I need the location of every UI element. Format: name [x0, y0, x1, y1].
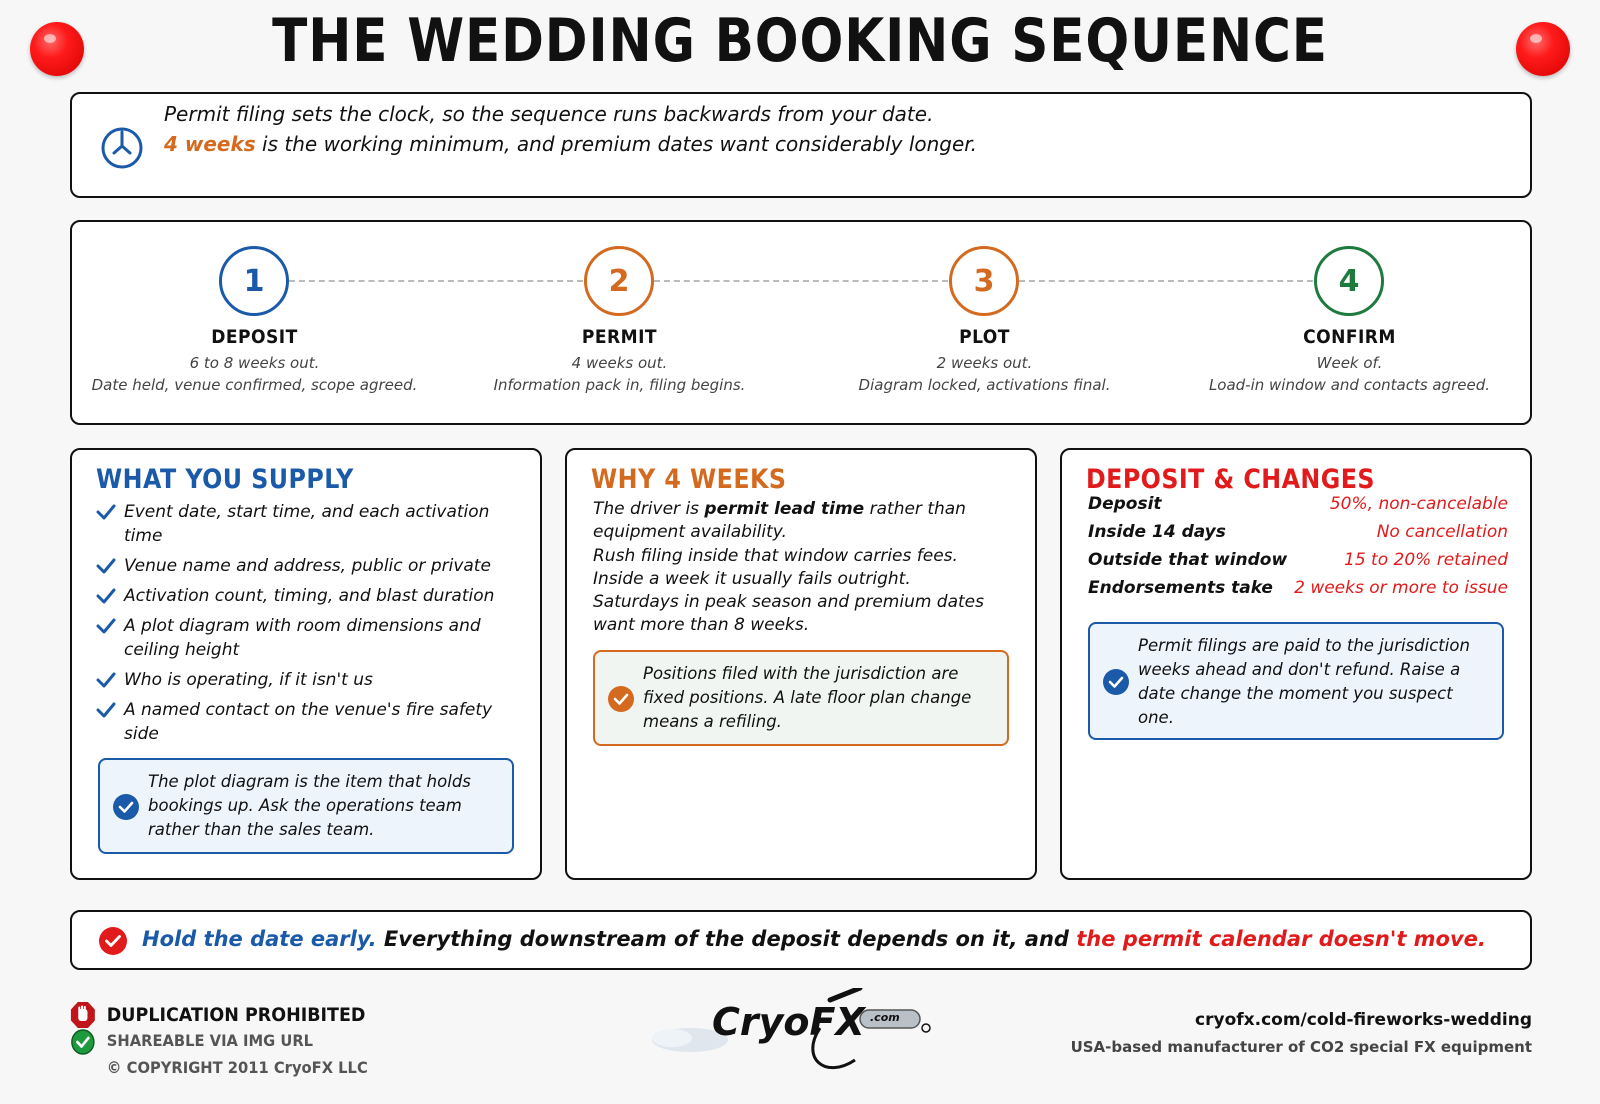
table-row	[1088, 494, 1508, 522]
row-label: Deposit	[1088, 494, 1162, 514]
row-label: Endorsements take	[1088, 578, 1273, 598]
deposit-note-text: Permit filings are paid to the jurisdiction weeks ahead and don't refund. Raise a date change the moment you suspect one.	[1138, 636, 1470, 727]
intro-card	[70, 92, 1532, 198]
footer-tagline: USA-based manufacturer of CO2 special FX equipment	[1070, 1038, 1532, 1056]
why-card	[565, 448, 1037, 880]
step-description: Diagram locked, activations final.	[858, 376, 1111, 394]
why-text	[593, 498, 1013, 638]
why-emphasis: permit lead time	[704, 499, 865, 519]
list-item: Activation count, timing, and blast duration	[96, 584, 516, 608]
row-label: Outside that window	[1088, 550, 1288, 570]
deposit-note	[1088, 622, 1504, 740]
footer-url[interactable]: cryofx.com/cold-fireworks-wedding	[1195, 1010, 1532, 1030]
banner-lead: Hold the date early.	[142, 927, 377, 951]
page-title: THE WEDDING BOOKING SEQUENCE	[272, 6, 1328, 76]
why-paragraph-3: Inside a week it usually fails outright.	[593, 568, 911, 589]
step-name: CONFIRM	[1303, 326, 1396, 348]
intro-line-1: Permit filing sets the clock, so the sequence runs backwards from your date.	[164, 102, 934, 126]
step-number-circle: 2	[584, 246, 654, 316]
shareable-notice: SHAREABLE VIA IMG URL	[70, 1031, 368, 1058]
banner-end: the permit calendar doesn't move.	[1076, 927, 1486, 951]
checkmark-icon	[96, 671, 116, 689]
step-timing: 2 weeks out.	[936, 354, 1033, 372]
supply-heading: WHAT YOU SUPPLY	[96, 464, 354, 495]
why-note	[593, 650, 1009, 746]
table-row	[1088, 522, 1508, 550]
step-connector	[1019, 280, 1313, 282]
row-label: Inside 14 days	[1088, 522, 1226, 542]
intro-line-2	[164, 132, 977, 156]
list-item: Event date, start time, and each activation time	[96, 500, 516, 548]
list-item: Venue name and address, public or private	[96, 554, 516, 578]
footer-legal	[70, 1004, 394, 1085]
timer-icon	[100, 126, 144, 170]
row-value: 15 to 20% retained	[1344, 550, 1508, 570]
duplication-notice: DUPLICATION PROHIBITED	[70, 1004, 368, 1031]
check-circle-icon	[607, 685, 635, 713]
cryofx-logo	[650, 988, 960, 1078]
why-paragraph-4: Saturdays in peak season and premium dates want more than 8 weeks.	[593, 592, 984, 636]
checkmark-icon	[96, 557, 116, 575]
step-description: Date held, venue confirmed, scope agreed.	[91, 376, 418, 394]
row-value: 2 weeks or more to issue	[1294, 578, 1508, 598]
intro-highlight: 4 weeks	[164, 132, 256, 156]
banner-middle: Everything downstream of the deposit depends on it, and	[376, 927, 1077, 951]
hold-date-banner	[70, 910, 1532, 970]
why-paragraph-2: Rush filing inside that window carries fees.	[593, 545, 958, 566]
banner-text	[142, 927, 1486, 951]
checkmark-icon	[96, 701, 116, 719]
why-paragraph-1: The driver is permit lead time rather than equipment availability.	[593, 499, 966, 543]
step-description: Load-in window and contacts agreed.	[1208, 376, 1491, 394]
copyright: © COPYRIGHT 2011 CryoFX LLC	[106, 1058, 368, 1077]
step-name: PERMIT	[581, 326, 658, 348]
list-item: A named contact on the venue's fire safety side	[96, 698, 516, 746]
checkmark-icon	[96, 503, 116, 521]
table-row	[1088, 550, 1508, 578]
check-circle-icon	[98, 926, 128, 956]
row-value: No cancellation	[1376, 522, 1508, 542]
intro-line-2-rest: is the working minimum, and premium dates want considerably longer.	[255, 132, 978, 156]
check-circle-icon	[1102, 668, 1130, 696]
steps-card	[70, 220, 1532, 425]
footer-right	[1071, 1010, 1532, 1056]
why-note-text: Positions filed with the jurisdiction are fixed positions. A late floor plan change means a refiling.	[643, 664, 972, 731]
table-row	[1088, 578, 1508, 606]
row-value: 50%, non-cancelable	[1329, 494, 1508, 514]
check-circle-icon	[112, 793, 140, 821]
list-item: A plot diagram with room dimensions and ceiling height	[96, 614, 516, 662]
why-heading: WHY 4 WEEKS	[591, 464, 787, 495]
deposit-heading: DEPOSIT & CHANGES	[1086, 464, 1375, 495]
step-connector	[289, 280, 583, 282]
step-number-circle: 3	[949, 246, 1019, 316]
deposit-table	[1088, 494, 1508, 606]
step-connector	[654, 280, 948, 282]
checkmark-icon	[96, 587, 116, 605]
check-circle-icon	[70, 1028, 96, 1056]
list-item: Who is operating, if it isn't us	[96, 668, 516, 692]
supply-note	[98, 758, 514, 854]
supply-list	[96, 500, 516, 752]
step-timing: 6 to 8 weeks out.	[189, 354, 320, 372]
logo-suffix: .com	[870, 1011, 900, 1024]
step-description: Information pack in, filing begins.	[493, 376, 746, 394]
supply-note-text: The plot diagram is the item that holds bookings up. Ask the operations team rather than the sales team.	[148, 772, 471, 839]
checkmark-icon	[96, 617, 116, 635]
step-name: PLOT	[959, 326, 1010, 348]
step-timing: 4 weeks out.	[571, 354, 668, 372]
supply-card	[70, 448, 542, 880]
step-timing: Week of.	[1316, 354, 1383, 372]
step-number-circle: 4	[1314, 246, 1384, 316]
logo-wordmark: CryoFX	[712, 1000, 865, 1044]
step-number-circle: 1	[219, 246, 289, 316]
step-name: DEPOSIT	[211, 326, 298, 348]
red-pin-left	[30, 22, 84, 76]
stop-hand-icon	[70, 1001, 96, 1029]
red-pin-right	[1516, 22, 1570, 76]
deposit-card	[1060, 448, 1532, 880]
